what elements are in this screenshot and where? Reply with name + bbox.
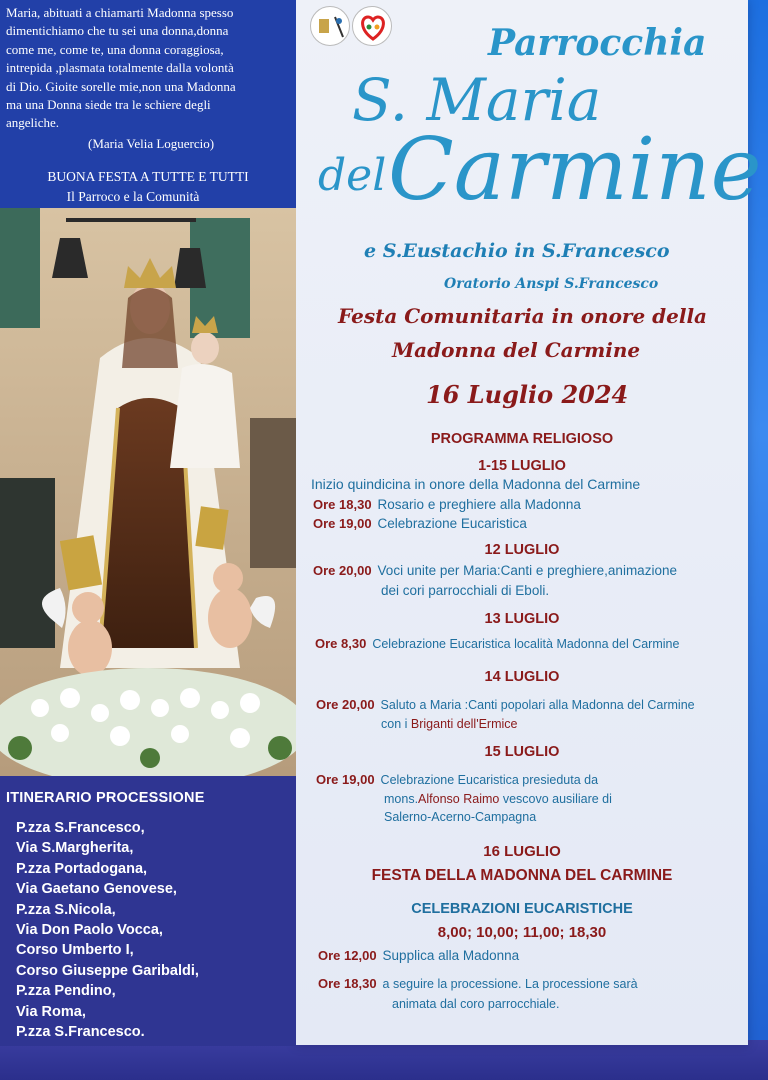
itinerary-stop: Corso Umberto I, bbox=[16, 942, 134, 959]
event-description: Saluto a Maria :Canti popolari alla Madonna del Carmine bbox=[380, 698, 695, 712]
itinerary-list bbox=[6, 818, 290, 1042]
time-label: Ore 20,00 bbox=[316, 697, 375, 712]
day-12-row bbox=[313, 561, 677, 581]
day-heading-16: 16 LUGLIO bbox=[483, 843, 561, 860]
wishes-line-1: BUONA FESTA A TUTTE E TUTTI bbox=[47, 168, 249, 184]
event-description: Celebrazione Eucaristica località Madonna del Carmine bbox=[372, 637, 680, 651]
day-heading-15: 15 LUGLIO bbox=[484, 744, 560, 760]
itinerary-stop: Via Don Paolo Vocca, bbox=[16, 922, 163, 939]
time-label: Ore 8,30 bbox=[315, 636, 367, 651]
time-label: Ore 18,30 bbox=[318, 976, 377, 991]
event-description: a seguire la processione. La processione sarà bbox=[382, 977, 638, 991]
itinerary-stop: Via Roma, bbox=[16, 1003, 86, 1020]
parish-crest-icon bbox=[311, 7, 351, 47]
program-title: PROGRAMMA RELIGIOSO bbox=[430, 431, 614, 447]
event-description: Celebrazione Eucaristica presieduta da bbox=[380, 773, 599, 787]
title-s-maria: S. Maria bbox=[352, 66, 602, 134]
time-label: Ore 18,30 bbox=[313, 497, 372, 512]
day-15-row bbox=[316, 771, 598, 789]
bottom-band bbox=[0, 1040, 768, 1080]
mass-times: 8,00; 10,00; 11,00; 18,30 bbox=[437, 924, 607, 941]
day-heading-1-15: 1-15 LUGLIO bbox=[478, 458, 566, 474]
itinerary-stop: P.zza Pendino, bbox=[16, 983, 116, 1000]
quote-text: Maria, abituati a chiamarti Madonna spesso dimentichiamo che tu sei una donna,donna come me, come te, una donna coraggiosa, intrepida ,plasmata totalmente dalla volontà di Dio. Gioite sorelle mie,non una Madonna ma una Donna siede tra le schiere degli angeliche. bbox=[6, 5, 236, 131]
event-description: Rosario e preghiere alla Madonna bbox=[377, 497, 581, 512]
wishes bbox=[6, 167, 290, 207]
festa-line-2: Madonna del Carmine bbox=[392, 338, 641, 362]
time-label: Ore 19,00 bbox=[316, 772, 375, 787]
itinerary-stop: Via Gaetano Genovese, bbox=[16, 881, 177, 898]
day-13-row bbox=[315, 635, 679, 653]
title-parrocchia: Parrocchia bbox=[488, 22, 707, 64]
time-label: Ore 12,00 bbox=[318, 948, 377, 963]
itinerary-stop: Corso Giuseppe Garibaldi, bbox=[16, 962, 199, 979]
bishop-name: Alfonso Raimo bbox=[418, 792, 500, 806]
time-label: Ore 20,00 bbox=[313, 563, 372, 578]
day-heading-12: 12 LUGLIO bbox=[484, 542, 560, 558]
subtitle-eustachio: e S.Eustachio in S.Francesco bbox=[364, 240, 670, 262]
event-description: Supplica alla Madonna bbox=[382, 948, 520, 963]
event-description-cont bbox=[384, 790, 612, 808]
itinerary-section bbox=[0, 776, 296, 1046]
text-mons: mons. bbox=[384, 792, 419, 806]
parish-logo bbox=[310, 6, 350, 46]
itinerary-stop: P.zza S.Francesco, bbox=[16, 820, 145, 836]
day-heading-13: 13 LUGLIO bbox=[484, 611, 560, 627]
wishes-line-2: Il Parroco e la Comunità bbox=[66, 188, 200, 204]
event-description: Celebrazione Eucaristica bbox=[377, 516, 527, 531]
quote-box bbox=[0, 0, 296, 208]
itinerary-stop: Via S.Margherita, bbox=[16, 840, 134, 857]
subtitle-oratorio: Oratorio Anspi S.Francesco bbox=[444, 276, 659, 292]
itinerary-stop: P.zza S.Nicola, bbox=[16, 901, 116, 918]
day-1-row-1 bbox=[313, 495, 581, 515]
festa-line-1: Festa Comunitaria in onore della bbox=[338, 304, 708, 328]
quote-author: (Maria Velia Loguercio) bbox=[88, 135, 215, 151]
itinerary-stop: P.zza Portadogana, bbox=[16, 860, 148, 877]
day-1-intro: Inizio quindicina in onore della Madonna del Carmine bbox=[311, 476, 641, 492]
event-date: 16 Luglio 2024 bbox=[426, 380, 629, 409]
statue-illustration bbox=[0, 208, 296, 776]
itinerary-stop: P.zza S.Francesco. bbox=[16, 1024, 145, 1041]
text-vescovo: vescovo ausiliare di bbox=[499, 792, 612, 806]
event-description-cont: Salerno-Acerno-Campagna bbox=[384, 810, 537, 824]
heart-logo-icon bbox=[353, 7, 393, 47]
title-carmine: Carmine bbox=[388, 120, 762, 220]
celebrations-title: CELEBRAZIONI EUCARISTICHE bbox=[411, 901, 633, 917]
event-description-cont: dei cori parrocchiali di Eboli. bbox=[381, 583, 550, 598]
madonna-statue-photo bbox=[0, 208, 296, 776]
group-name: Briganti dell'Ermice bbox=[410, 717, 518, 731]
text-with: con i bbox=[381, 717, 411, 731]
oratorio-logo bbox=[352, 6, 392, 46]
day-heading-14: 14 LUGLIO bbox=[484, 669, 560, 685]
title-del: del bbox=[318, 150, 387, 201]
day-16-row-2 bbox=[318, 975, 638, 993]
day-1-row-2 bbox=[313, 514, 527, 534]
event-description: Voci unite per Maria:Canti e preghiere,animazione bbox=[377, 563, 677, 578]
feast-title: FESTA DELLA MADONNA DEL CARMINE bbox=[371, 867, 673, 884]
itinerary-title: ITINERARIO PROCESSIONE bbox=[6, 790, 205, 806]
time-label: Ore 19,00 bbox=[313, 516, 372, 531]
day-16-row-1 bbox=[318, 946, 519, 966]
event-description-cont: animata dal coro parrocchiale. bbox=[392, 997, 560, 1011]
event-description-cont bbox=[381, 715, 517, 733]
day-14-row bbox=[316, 696, 695, 714]
